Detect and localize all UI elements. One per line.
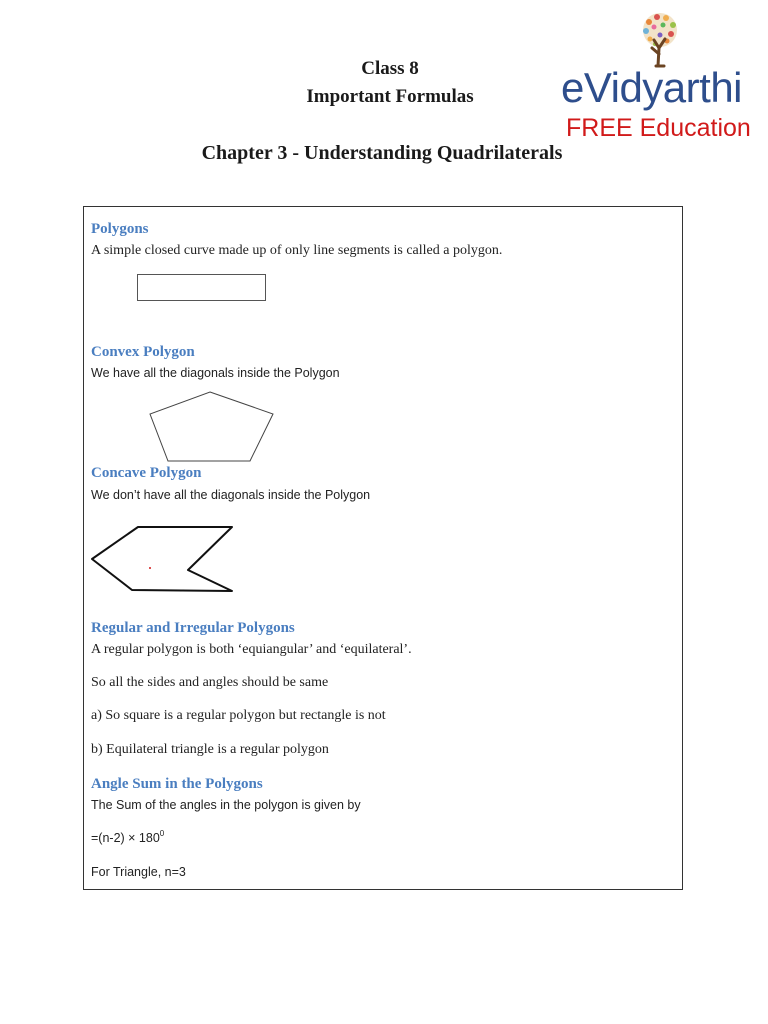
formula-content-box	[83, 206, 683, 890]
regular-line-3: a) So square is a regular polygon but rectangle is not	[91, 708, 386, 723]
rectangle-figure	[137, 274, 266, 301]
concave-polygon-text: We don’t have all the diagonals inside the Polygon	[91, 488, 371, 502]
degree-superscript: 0	[159, 829, 165, 838]
concave-polygon-figure	[90, 525, 236, 595]
tree-logo-icon	[635, 10, 685, 68]
regular-line-4: b) Equilateral triangle is a regular polygon	[91, 742, 329, 757]
polygons-heading: Polygons	[91, 221, 149, 237]
evidyarthi-logo	[560, 10, 760, 145]
chapter-title: Chapter 3 - Understanding Quadrilaterals	[201, 142, 563, 164]
regular-line-2: So all the sides and angles should be same	[91, 675, 329, 690]
angle-sum-line-1: The Sum of the angles in the polygon is given by	[91, 798, 361, 812]
convex-polygon-heading: Convex Polygon	[91, 344, 195, 360]
angle-sum-triangle: For Triangle, n=3	[91, 865, 186, 879]
logo-brand-name: eVidyarthi	[561, 64, 743, 111]
concave-polygon-heading: Concave Polygon	[91, 465, 202, 481]
regular-line-1: A regular polygon is both ‘equiangular’ and ‘equilateral’.	[91, 642, 412, 657]
pentagon-figure	[148, 391, 276, 463]
formulas-title: Important Formulas	[306, 86, 474, 107]
regular-polygons-heading: Regular and Irregular Polygons	[91, 620, 295, 636]
angle-sum-heading: Angle Sum in the Polygons	[91, 776, 263, 792]
convex-polygon-text: We have all the diagonals inside the Polygon	[91, 366, 340, 380]
angle-sum-formula-base: =(n-2) × 180	[91, 831, 160, 845]
logo-tagline: FREE Education	[566, 114, 751, 142]
class-title: Class 8	[361, 58, 419, 79]
angle-sum-formula	[91, 831, 164, 845]
polygons-definition: A simple closed curve made up of only line segments is called a polygon.	[91, 243, 503, 258]
